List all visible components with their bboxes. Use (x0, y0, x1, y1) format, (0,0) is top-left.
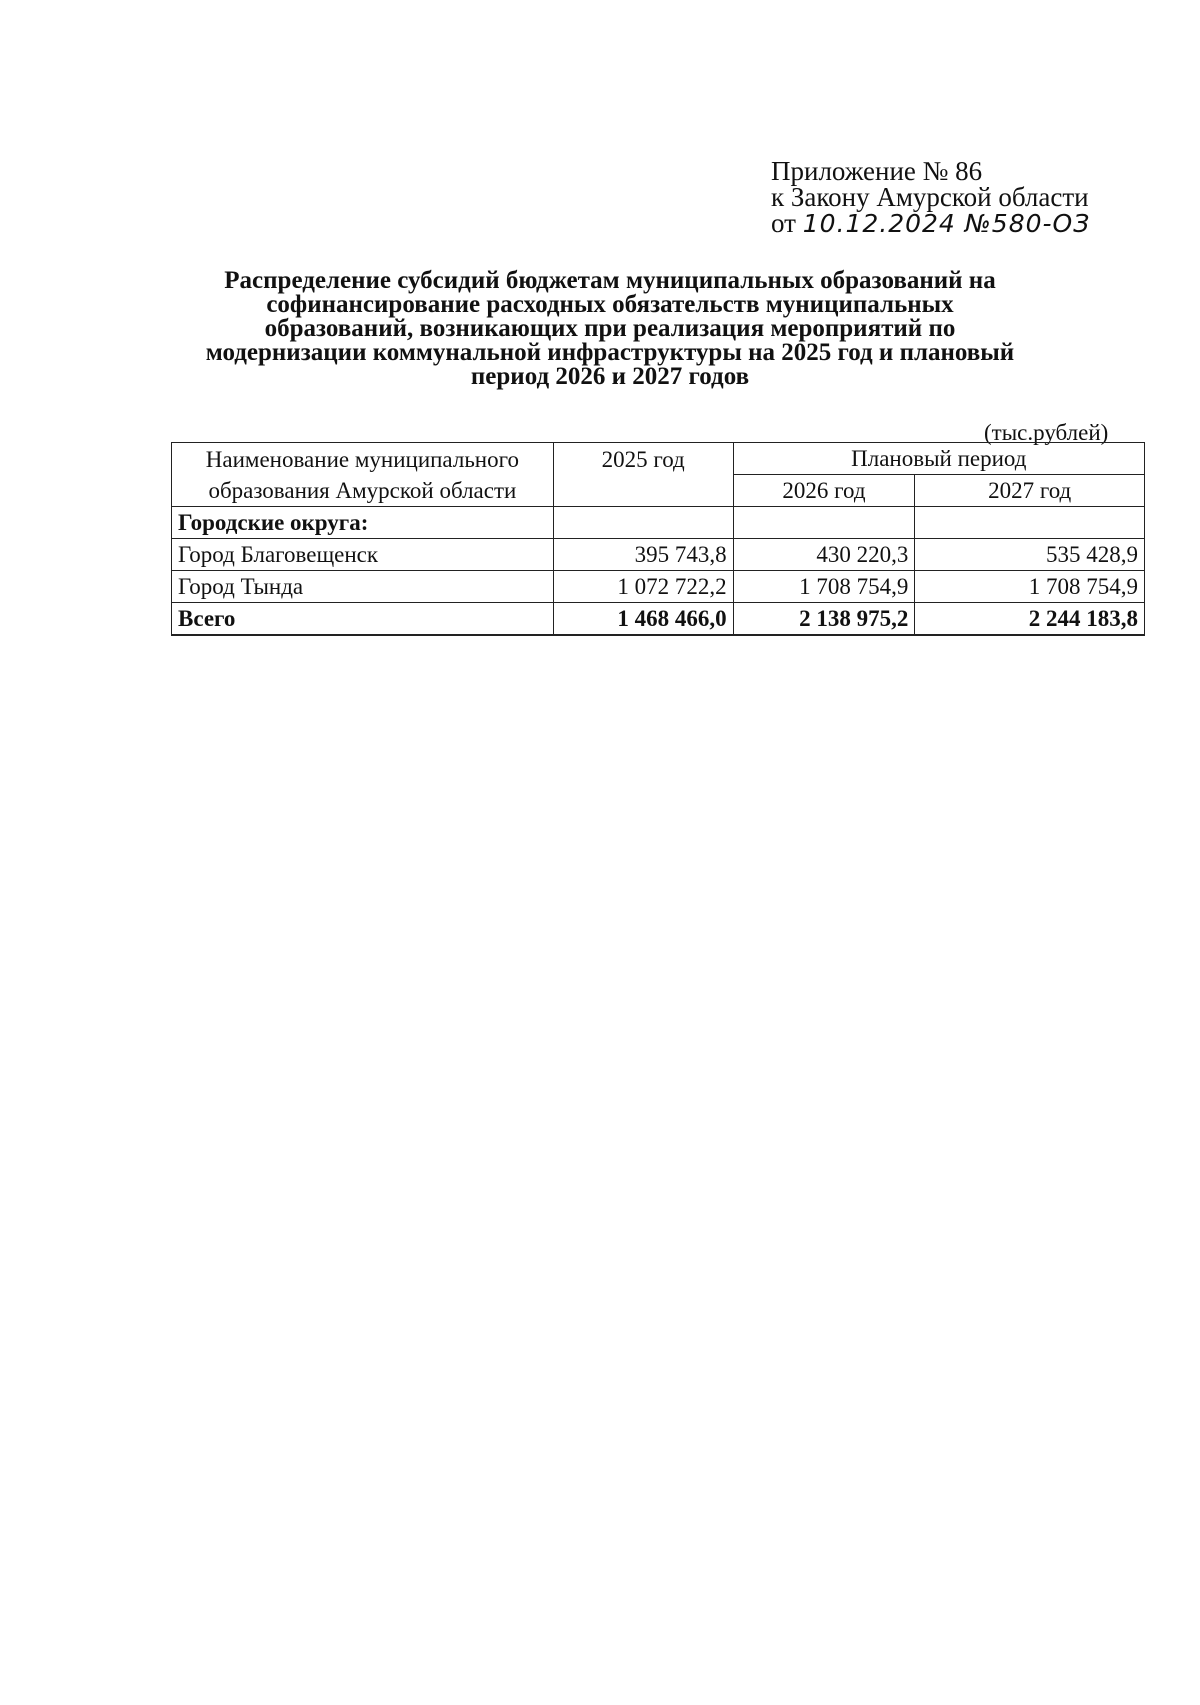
table-cell-empty (553, 507, 733, 539)
header-municipality-line1: Наименование муниципального (205, 447, 519, 472)
table-cell-empty (733, 507, 915, 539)
municipality-name: Город Благовещенск (172, 539, 554, 571)
appendix-date-line (771, 210, 1171, 237)
table-header-row (172, 443, 1145, 475)
header-municipality (172, 443, 554, 507)
title-line: период 2026 и 2027 годов (470, 363, 750, 390)
header-year-2025: 2025 год (553, 443, 733, 507)
total-row (172, 603, 1145, 636)
title-line: софинансирование расходных обязательств муниципальных (266, 291, 954, 318)
appendix-date-prefix: от (771, 208, 796, 238)
units-label: (тыс.рублей) (984, 420, 1109, 445)
value-2027: 1 708 754,9 (915, 571, 1145, 603)
total-2027: 2 244 183,8 (915, 603, 1145, 636)
appendix-block (771, 158, 1171, 237)
value-2027: 535 428,9 (915, 539, 1145, 571)
handwritten-date-number: 10.12.2024 №580-ОЗ (802, 209, 1091, 238)
subsidy-table (171, 442, 1145, 636)
table-cell-empty (915, 507, 1145, 539)
total-label: Всего (172, 603, 554, 636)
section-row (172, 507, 1145, 539)
header-municipality-line2: образования Амурской области (208, 478, 517, 503)
header-year-2026: 2026 год (733, 475, 915, 507)
appendix-law-reference: к Закону Амурской области (771, 182, 1089, 212)
title-line: образований, возникающих при реализация мероприятий по (264, 315, 956, 342)
value-2025: 1 072 722,2 (553, 571, 733, 603)
header-year-2027: 2027 год (915, 475, 1145, 507)
header-planned-period: Плановый период (733, 443, 1144, 475)
appendix-number: Приложение № 86 (771, 156, 983, 186)
section-label: Городские округа: (172, 507, 554, 539)
value-2025: 395 743,8 (553, 539, 733, 571)
total-2026: 2 138 975,2 (733, 603, 915, 636)
document-title (150, 269, 1070, 389)
title-line: Распределение субсидий бюджетам муниципальных образований на (224, 267, 996, 294)
value-2026: 1 708 754,9 (733, 571, 915, 603)
title-line: модернизации коммунальной инфраструктуры на 2025 год и плановый (205, 339, 1015, 366)
total-2025: 1 468 466,0 (553, 603, 733, 636)
table-row (172, 571, 1145, 603)
table-row (172, 539, 1145, 571)
municipality-name: Город Тында (172, 571, 554, 603)
value-2026: 430 220,3 (733, 539, 915, 571)
